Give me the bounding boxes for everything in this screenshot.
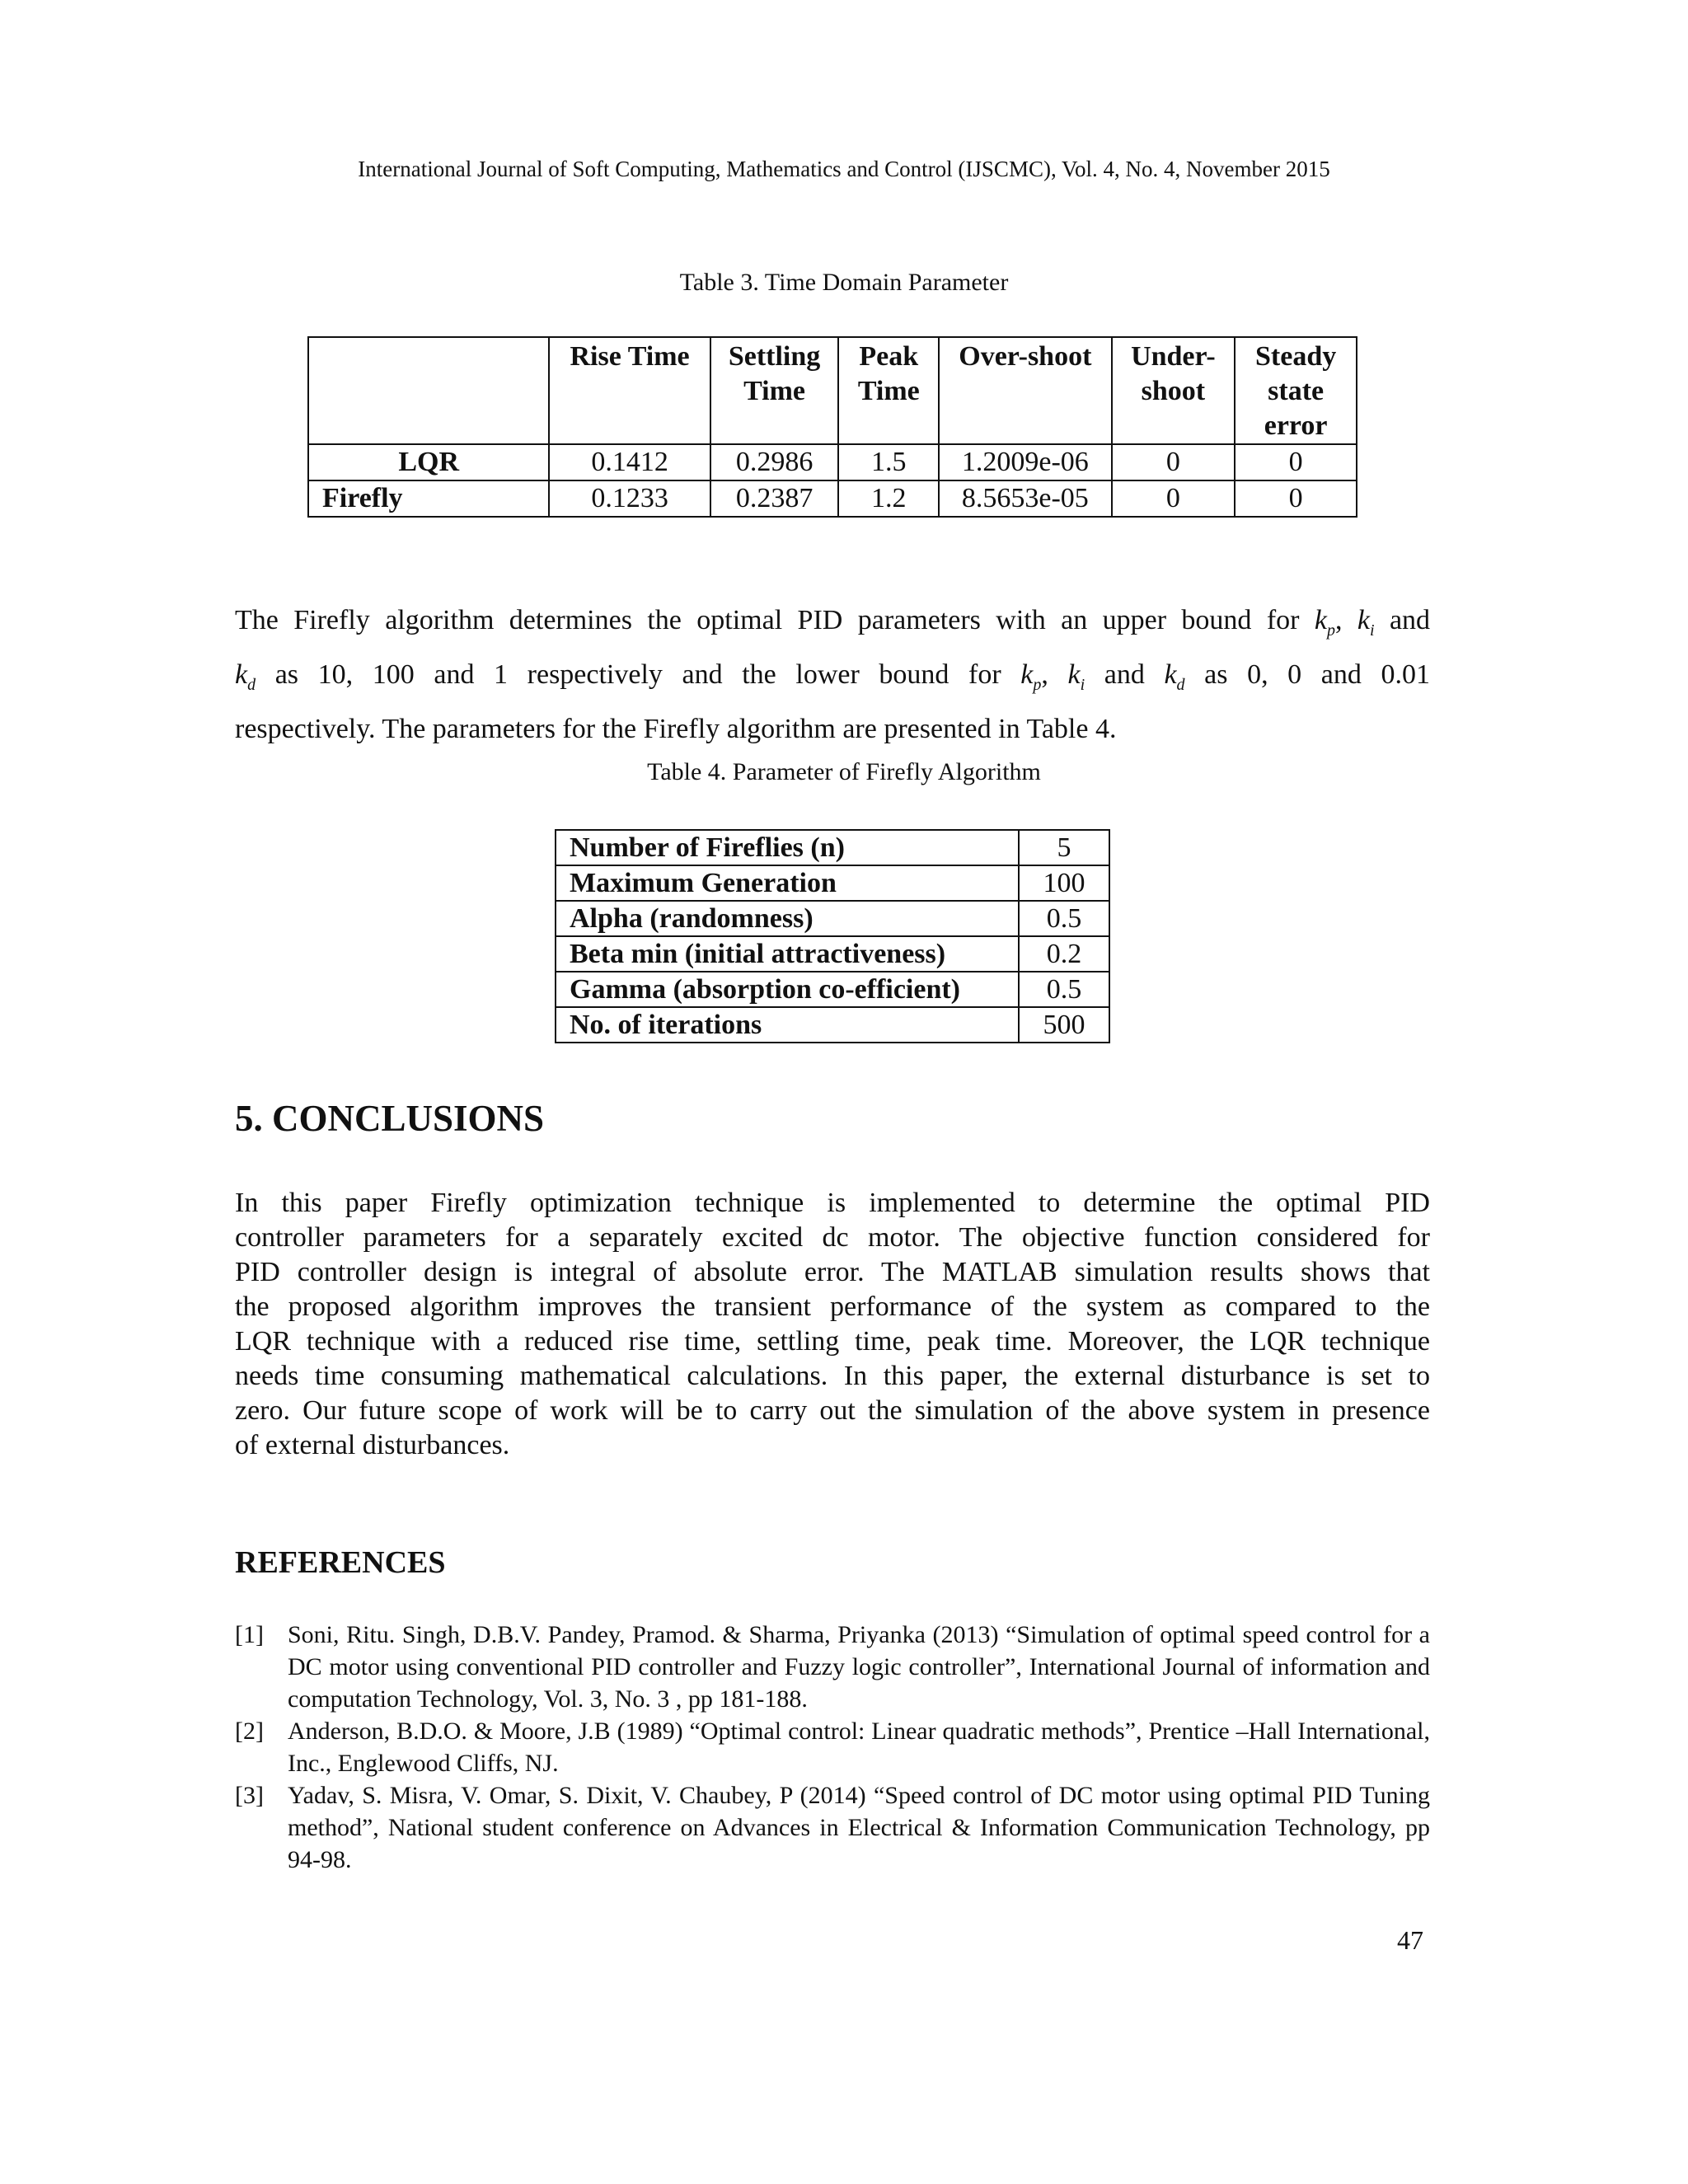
firefly-bounds-paragraph: [235, 598, 1430, 752]
table4-caption: Table 4. Parameter of Firefly Algorithm: [647, 758, 1041, 785]
table-header-row: [308, 337, 1357, 444]
paragraph-line: of external disturbances.: [235, 1430, 510, 1460]
reference-text: Soni, Ritu. Singh, D.B.V. Pandey, Pramod. & Sharma, Priyanka (2013) “Simulation of optimal speed control for a DC motor using conventional PID controller and Fuzzy logic controller”, International Journal of information and computation Technology, Vol. 3, No. 3 , pp 181-188.: [288, 1621, 1430, 1713]
table-header: Rise Time: [549, 337, 710, 444]
section-heading-conclusions: 5. CONCLUSIONS: [235, 1098, 545, 1139]
reference-number: [1]: [235, 1621, 264, 1648]
paragraph-line: controller parameters for a separately excited dc motor. The objective function considered for: [235, 1222, 1430, 1253]
table-header-empty: [308, 337, 549, 444]
table-cell: 0: [1235, 444, 1357, 480]
var-ki: $k_i$: [1357, 605, 1375, 640]
table-cell: 500: [1019, 1007, 1109, 1043]
table-row: [308, 444, 1357, 480]
reference-number: [3]: [235, 1782, 264, 1809]
table-row-label: Number of Fireflies (n): [556, 830, 1019, 865]
table-header: Under-shoot: [1112, 337, 1236, 444]
table-cell: 8.5653e-05: [939, 480, 1111, 517]
table-row: [556, 830, 1109, 865]
reference-item: [235, 1619, 1430, 1715]
paragraph-line: LQR technique with a reduced rise time, settling time, peak time. Moreover, the LQR technique: [235, 1326, 1430, 1357]
table-cell: 5: [1019, 830, 1109, 865]
table-cell: 0: [1235, 480, 1357, 517]
reference-text: Yadav, S. Misra, V. Omar, S. Dixit, V. Chaubey, P (2014) “Speed control of DC motor using optimal PID Tuning method”, National student conference on Advances in Electrical & Information Communication Technology, pp 94-98.: [288, 1782, 1430, 1873]
paragraph-line: The Firefly algorithm determines the optimal PID parameters with an upper bound for $k_p$, $k_i$ and: [235, 605, 1431, 640]
table-cell: 1.2009e-06: [939, 444, 1111, 480]
table-cell: 0: [1112, 444, 1236, 480]
table-header: Over-shoot: [939, 337, 1111, 444]
var-kd: $k_d$: [235, 658, 256, 694]
paragraph-line: zero. Our future scope of work will be to carry out the simulation of the above system in presence: [235, 1395, 1430, 1426]
section-heading-references: REFERENCES: [235, 1545, 446, 1580]
table-row-label: No. of iterations: [556, 1007, 1019, 1043]
table-row-label: Beta min (initial attractiveness): [556, 936, 1019, 972]
paragraph-line: In this paper Firefly optimization technique is implemented to determine the optimal PID: [235, 1188, 1430, 1218]
text-run: as 10, 100 and 1 respectively and the lower bound for: [256, 658, 1001, 690]
table-cell: 1.2: [838, 480, 939, 517]
table-header: Settling Time: [710, 337, 839, 444]
table-row: [556, 936, 1109, 972]
reference-text: Anderson, B.D.O. & Moore, J.B (1989) “Optimal control: Linear quadratic methods”, Prentice –Hall International, Inc., Englewood Cliffs, NJ.: [288, 1718, 1430, 1777]
table-row: [556, 1007, 1109, 1043]
var-kd: $k_d$: [1164, 658, 1185, 694]
firefly-parameter-table: [555, 829, 1110, 1043]
table-row-label: LQR: [308, 444, 549, 480]
page-number: 47: [1397, 1925, 1423, 1955]
var-kp: $k_p$: [1314, 605, 1335, 640]
time-domain-table: [307, 336, 1357, 518]
table-cell: 0.1412: [549, 444, 710, 480]
text-run: as 0, 0 and 0.01: [1184, 658, 1430, 690]
table-cell: 0.1233: [549, 480, 710, 517]
paragraph-line: $k_d$ as 10, 100 and 1 respectively and the lower bound for $k_p$, $k_i$ and $k_d$ as 0, 0 and 0.01: [235, 658, 1430, 694]
reference-number: [2]: [235, 1718, 264, 1745]
table-cell: 0.5: [1019, 972, 1109, 1007]
paragraph-line: PID controller design is integral of absolute error. The MATLAB simulation results shows that: [235, 1257, 1430, 1287]
var-ki: $k_i$: [1067, 658, 1085, 694]
text-run: The Firefly algorithm determines the optimal PID parameters with an upper bound for: [235, 605, 1300, 635]
reference-list: [235, 1619, 1430, 1876]
var-kp: $k_p$: [1020, 658, 1042, 694]
table-header: Peak Time: [838, 337, 939, 444]
table-row: [308, 480, 1357, 517]
table-row-label: Maximum Generation: [556, 865, 1019, 901]
reference-item: [235, 1715, 1430, 1779]
table-header: Steady state error: [1235, 337, 1357, 444]
table-cell: 0.2: [1019, 936, 1109, 972]
conclusions-paragraph: [235, 1186, 1430, 1463]
reference-item: [235, 1779, 1430, 1876]
table3-caption: Table 3. Time Domain Parameter: [679, 269, 1009, 296]
table-cell: 0.2986: [710, 444, 839, 480]
table-row: [556, 901, 1109, 936]
table-row-label: Gamma (absorption co-efficient): [556, 972, 1019, 1007]
table-cell: 0.2387: [710, 480, 839, 517]
paragraph-line: needs time consuming mathematical calculations. In this paper, the external disturbance is set to: [235, 1361, 1430, 1391]
running-head: International Journal of Soft Computing, Mathematics and Control (IJSCMC), Vol. 4, No. 4, November 2015: [358, 157, 1330, 181]
paragraph-line: respectively. The parameters for the Firefly algorithm are presented in Table 4.: [235, 713, 1117, 744]
table-row-label: Alpha (randomness): [556, 901, 1019, 936]
table-row: [556, 972, 1109, 1007]
table-cell: 100: [1019, 865, 1109, 901]
table-cell: 1.5: [838, 444, 939, 480]
table-row: [556, 865, 1109, 901]
table-cell: 0: [1112, 480, 1236, 517]
table-row-label: Firefly: [308, 480, 549, 517]
table-cell: 0.5: [1019, 901, 1109, 936]
paragraph-line: the proposed algorithm improves the transient performance of the system as compared to the: [235, 1291, 1430, 1322]
